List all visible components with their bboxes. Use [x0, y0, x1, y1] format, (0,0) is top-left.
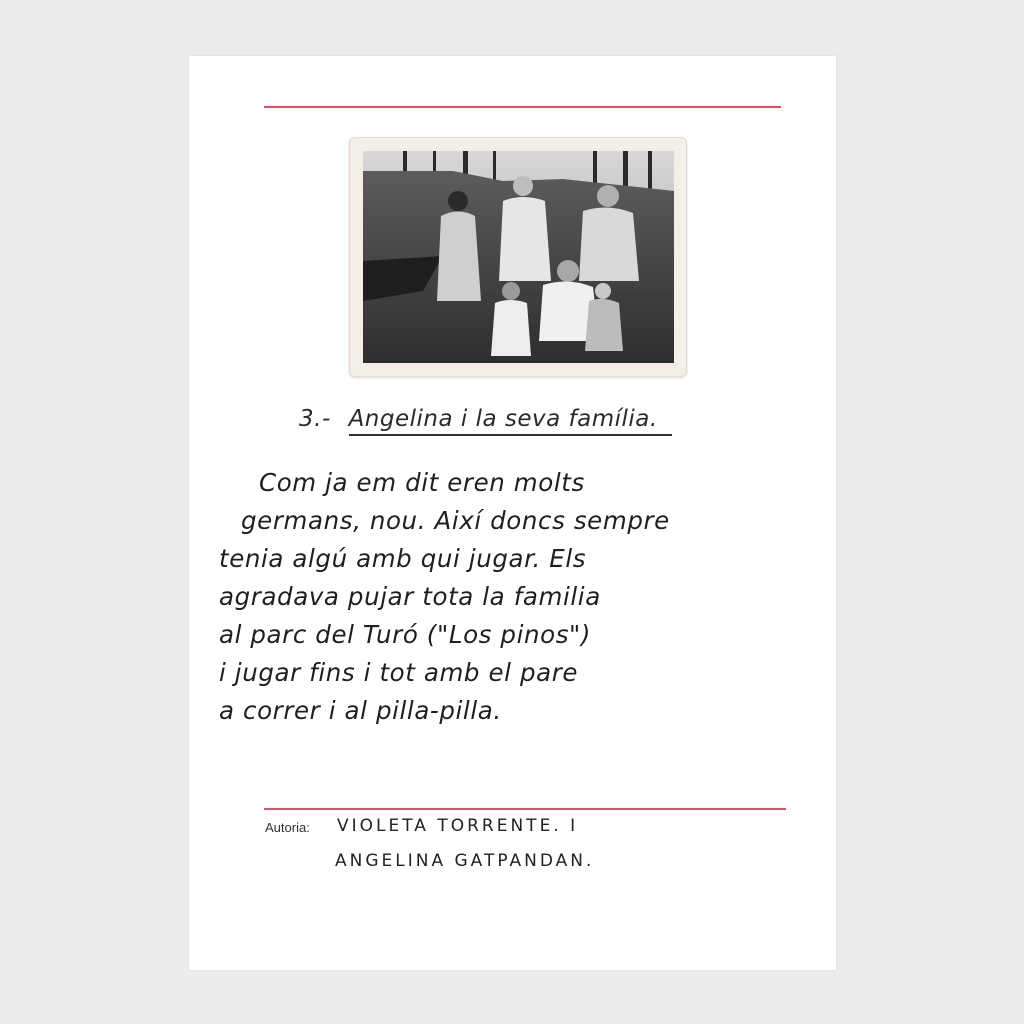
top-red-rule	[264, 106, 781, 108]
photo-caption	[299, 406, 672, 436]
bottom-red-rule	[264, 808, 786, 810]
body-line: agradava pujar tota la familia	[219, 582, 601, 611]
photo-frame	[349, 137, 687, 377]
document-page	[189, 56, 836, 970]
body-line: tenia algú amb qui jugar. Els	[219, 544, 587, 573]
body-line: a correr i al pilla-pilla.	[219, 696, 502, 725]
family-photo	[363, 151, 674, 363]
authors-line-2: ANGELINA GATPANDAN.	[335, 851, 595, 871]
body-line: al parc del Turó ("Los pinos")	[219, 620, 592, 649]
body-line: i jugar fins i tot amb el pare	[219, 658, 579, 687]
handwritten-body	[219, 464, 829, 730]
caption-title: Angelina i la seva família.	[349, 406, 672, 436]
family-photo-image	[363, 151, 674, 363]
body-line: Com ja em dit eren molts	[259, 468, 585, 497]
authorship-label: Autoria:	[265, 820, 310, 835]
caption-number: 3.-	[299, 406, 331, 432]
authors-line-1: VIOLETA TORRENTE. I	[337, 816, 579, 836]
body-line: germans, nou. Així doncs sempre	[241, 506, 670, 535]
